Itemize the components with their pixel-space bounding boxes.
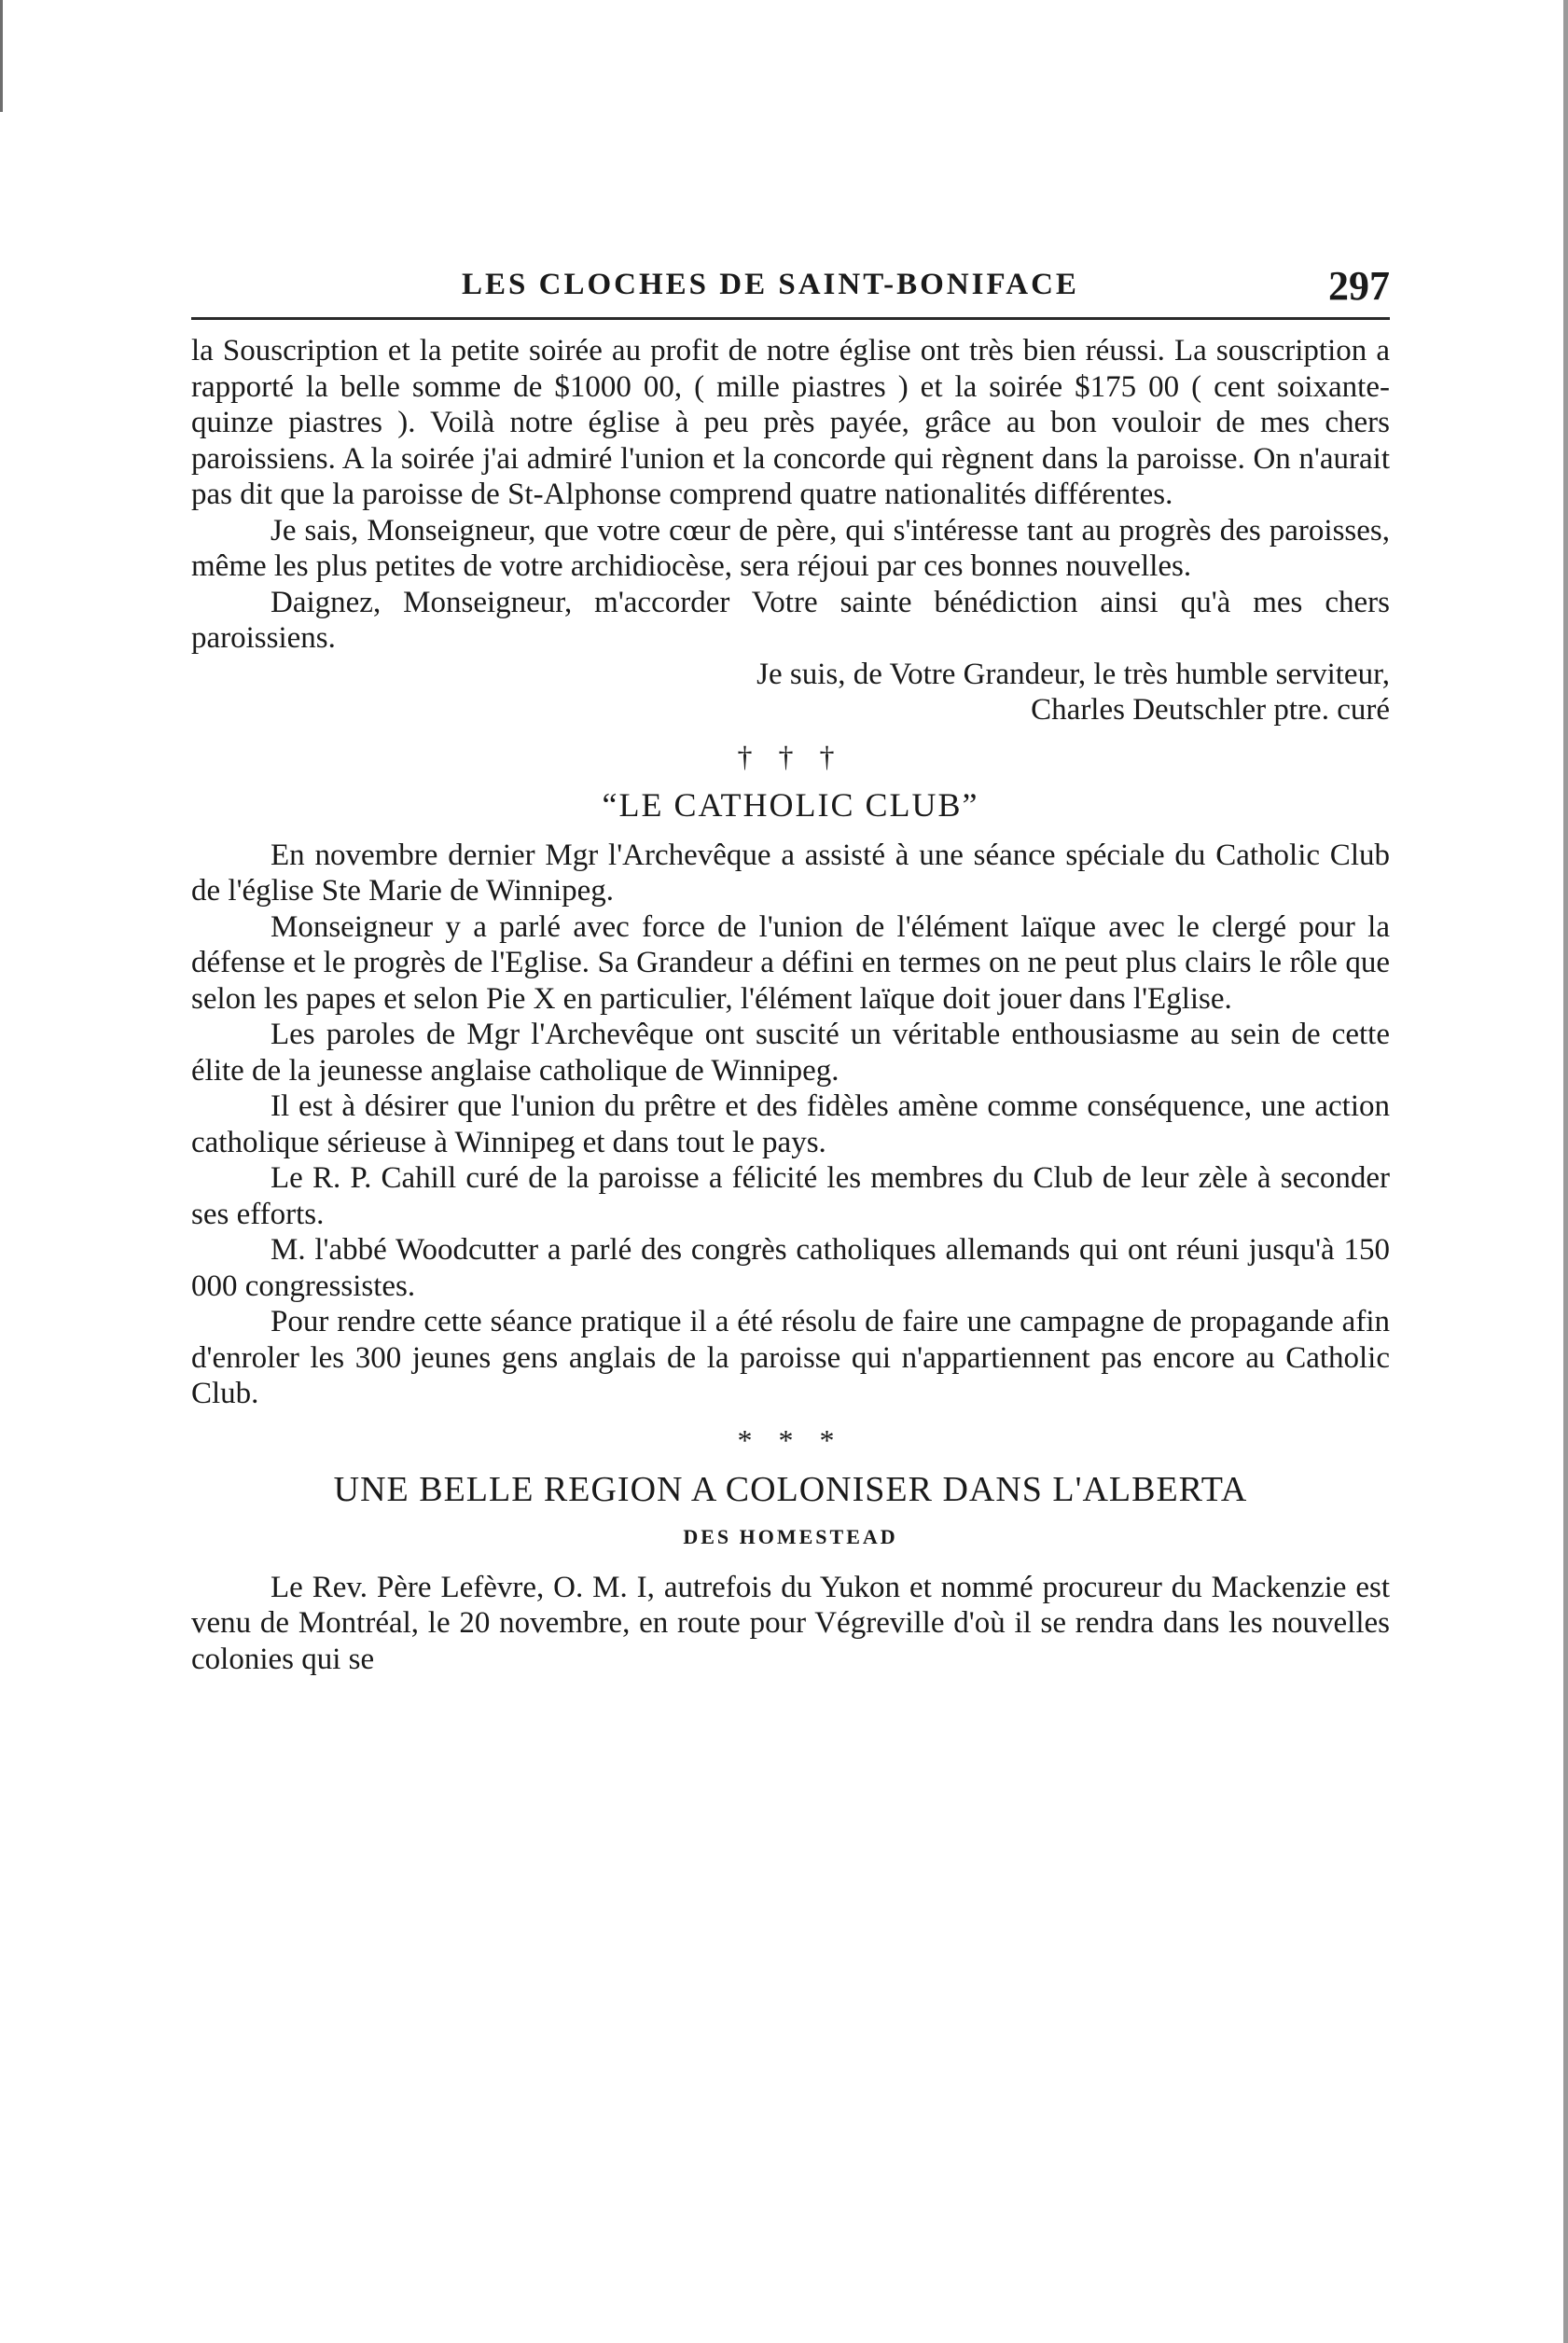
article-paragraph: Le R. P. Cahill curé de la paroisse a félicité les membres du Club de leur zèle à seconder ses efforts. [191, 1161, 1390, 1231]
section-separator: † † † [737, 739, 844, 773]
article-paragraph: Pour rendre cette séance pratique il a été résolu de faire une campagne de propagande afin d'enroler les 300 jeunes gens anglais de la paroisse qui n'appartiennent pas encore au Catholic Club. [191, 1305, 1390, 1410]
page-number: 297 [1328, 263, 1390, 309]
article-paragraph: Le Rev. Père Lefèvre, O. M. I, autrefois du Yukon et nommé procureur du Mackenzie est venu de Montréal, le 20 novembre, en route pour Végreville d'où il se rendra dans les nouvelles colonies qui se [191, 1570, 1390, 1676]
scan-edge-right [1563, 0, 1568, 2343]
article-paragraph: Monseigneur y a parlé avec force de l'union de l'élément laïque avec le clergé pour la défense et le progrès de l'Eglise. Sa Grandeur a défini en termes on ne peut plus clairs le rôle que selon les papes et selon Pie X en particulier, l'élément laïque doit jouer dans l'Eglise. [191, 909, 1390, 1016]
article-paragraph: Il est à désirer que l'union du prêtre et des fidèles amène comme conséquence, une action catholique sérieuse à Winnipeg et dans tout le pays. [191, 1089, 1390, 1159]
article-paragraph: M. l'abbé Woodcutter a parlé des congrès catholiques allemands qui ont réuni jusqu'à 150 000 congressistes. [191, 1233, 1390, 1303]
scan-edge-left [0, 0, 3, 112]
section-separator: * * * [737, 1422, 844, 1457]
section-title: “LE CATHOLIC CLUB” [602, 785, 979, 824]
text-column [191, 238, 1390, 1677]
body-text [191, 333, 1390, 1677]
page-header [191, 238, 1390, 312]
article-paragraph: Les paroles de Mgr l'Archevêque ont suscité un véritable enthousiasme au sein de cette élite de la jeunesse anglaise catholique de Winnipeg. [191, 1018, 1390, 1088]
letter-paragraph: Daignez, Monseigneur, m'accorder Votre sainte bénédiction ainsi qu'à mes chers paroissiens. [191, 585, 1390, 655]
article-paragraph: En novembre dernier Mgr l'Archevêque a assisté à une séance spéciale du Catholic Club de l'église Ste Marie de Winnipeg. [191, 838, 1390, 908]
letter-paragraph: la Souscription et la petite soirée au profit de notre église ont très bien réussi. La souscription a rapporté la belle somme de $1000 00, ( mille piastres ) et la soirée $175 00 ( cent soixante-quinze piastres ). Voilà notre église à peu près payée, grâce au bon vouloir de mes chers paroissiens. A la soirée j'ai admiré l'union et la concorde qui règnent dans la paroisse. On n'aurait pas dit que la paroisse de St-Alphonse comprend quatre nationalités différentes. [191, 334, 1390, 511]
section-subtitle: DES HOMESTEAD [683, 1524, 898, 1548]
letter-signature: Charles Deutschler ptre. curé [1031, 693, 1390, 727]
running-title: LES CLOCHES DE SAINT-BONIFACE [462, 268, 1079, 301]
header-rule [191, 317, 1390, 320]
section-title: UNE BELLE REGION A COLONISER DANS L'ALBERTA [333, 1469, 1248, 1509]
letter-paragraph: Je sais, Monseigneur, que votre cœur de père, qui s'intéresse tant au progrès des paroisses, même les plus petites de votre archidiocèse, sera réjoui par ces bonnes nouvelles. [191, 513, 1390, 583]
letter-closing: Je suis, de Votre Grandeur, le très humble serviteur, [756, 657, 1390, 691]
